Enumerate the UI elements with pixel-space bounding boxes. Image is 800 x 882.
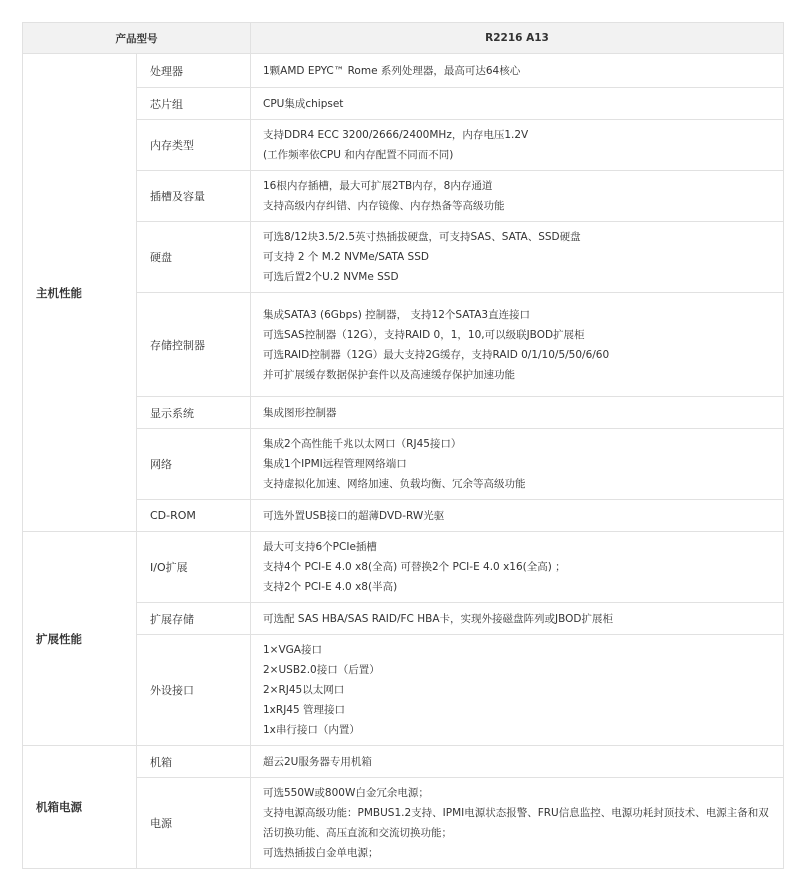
group-name: 机箱电源	[23, 746, 137, 869]
spec-label: 网络	[137, 429, 251, 500]
spec-value	[251, 778, 784, 869]
spec-row	[23, 88, 784, 120]
spec-value-line: 可选550W或800W白金冗余电源；	[263, 787, 429, 799]
spec-value-line: 支持虚拟化加速、网络加速、负载均衡、冗余等高级功能	[263, 478, 526, 490]
spec-value-line: 可选SAS控制器（12G），支持RAID 0，1，10,可以级联JBOD扩展柜	[263, 328, 585, 341]
spec-value-line: 2×USB2.0接口（后置）	[263, 664, 380, 676]
spec-label: I/O扩展	[137, 532, 251, 603]
spec-value	[251, 120, 784, 171]
spec-value	[251, 635, 784, 746]
spec-row	[23, 120, 784, 171]
spec-value-line: 集成SATA3 (6Gbps) 控制器， 支持12个SATA3直连接口	[263, 308, 531, 321]
spec-value-line: 1xRJ45 管理接口	[263, 704, 345, 716]
spec-value-line: 可选后置2个U.2 NVMe SSD	[263, 271, 399, 283]
spec-row	[23, 54, 784, 88]
spec-value-line: 支持DDR4 ECC 3200/2666/2400MHz，内存电压1.2V	[263, 129, 529, 141]
spec-label: 芯片组	[137, 88, 251, 120]
spec-label: 显示系统	[137, 397, 251, 429]
spec-label: 内存类型	[137, 120, 251, 171]
spec-row	[23, 746, 784, 778]
spec-value-line: 1×VGA接口	[263, 644, 322, 656]
spec-value-line: 支持2个 PCI-E 4.0 x8(半高)	[263, 581, 398, 593]
spec-row	[23, 222, 784, 293]
spec-label: CD-ROM	[137, 500, 251, 532]
spec-value-line: (工作频率依CPU 和内存配置不同而不同)	[263, 149, 454, 161]
spec-row	[23, 397, 784, 429]
spec-value-line: 16根内存插槽，最大可扩展2TB内存，8内存通道	[263, 180, 493, 192]
spec-value	[251, 54, 784, 88]
spec-label: 外设接口	[137, 635, 251, 746]
spec-row	[23, 500, 784, 532]
spec-table	[22, 22, 784, 869]
group-name: 扩展性能	[23, 532, 137, 746]
spec-value	[251, 171, 784, 222]
spec-label: 插槽及容量	[137, 171, 251, 222]
spec-value-line: 可选配 SAS HBA/SAS RAID/FC HBA卡，实现外接磁盘阵列或JBOD扩展柜	[263, 612, 613, 625]
spec-label: 扩展存储	[137, 603, 251, 635]
spec-value	[251, 532, 784, 603]
spec-label: 电源	[137, 778, 251, 869]
spec-value-line: 最大可支持6个PCIe插槽	[263, 541, 377, 553]
spec-row	[23, 532, 784, 603]
spec-value	[251, 88, 784, 120]
spec-label: 机箱	[137, 746, 251, 778]
table-header-row	[23, 23, 784, 54]
spec-value-line: 集成1个IPMI远程管理网络端口	[263, 458, 407, 470]
spec-value	[251, 500, 784, 532]
spec-label: 存储控制器	[137, 293, 251, 397]
spec-value-line: 1颗AMD EPYC™ Rome 系列处理器，最高可达64核心	[263, 64, 521, 77]
spec-value	[251, 603, 784, 635]
spec-value-line: 可选热插拔白金单电源；	[263, 847, 379, 859]
spec-value-line: 集成2个高性能千兆以太网口（RJ45接口）	[263, 438, 462, 450]
spec-value-line: 集成图形控制器	[263, 406, 337, 419]
spec-row	[23, 293, 784, 397]
spec-label: 处理器	[137, 54, 251, 88]
spec-row	[23, 778, 784, 869]
spec-table-body	[23, 54, 784, 869]
product-model-value: R2216 A13	[251, 23, 784, 54]
group-name: 主机性能	[23, 54, 137, 532]
spec-value-line: 支持电源高级功能：PMBUS1.2支持、IPMI电源状态报警、FRU信息监控、电源功耗封顶技术、电源主备和双活切换功能、高压直流和交流切换功能；	[263, 807, 769, 839]
spec-row	[23, 603, 784, 635]
spec-value-line: 可选外置USB接口的超薄DVD-RW光驱	[263, 509, 445, 522]
spec-value-line: 超云2U服务器专用机箱	[263, 755, 372, 768]
spec-value-line: 可支持 2 个 M.2 NVMe/SATA SSD	[263, 251, 429, 263]
spec-value	[251, 429, 784, 500]
spec-value-line: 2×RJ45以太网口	[263, 684, 345, 696]
spec-value-line: CPU集成chipset	[263, 97, 344, 110]
spec-value	[251, 397, 784, 429]
spec-row	[23, 635, 784, 746]
spec-value	[251, 222, 784, 293]
spec-row	[23, 429, 784, 500]
spec-value-line: 支持4个 PCI-E 4.0 x8(全高) 可替换2个 PCI-E 4.0 x16(全高) ；	[263, 561, 566, 573]
spec-row	[23, 171, 784, 222]
spec-value	[251, 293, 784, 397]
spec-value-line: 支持高级内存纠错、内存镜像、内存热备等高级功能	[263, 200, 505, 212]
spec-table-container	[22, 22, 783, 869]
spec-value-line: 并可扩展缓存数据保护套件以及高速缓存保护加速功能	[263, 368, 515, 381]
spec-value-line: 可选8/12块3.5/2.5英寸热插拔硬盘，可支持SAS、SATA、SSD硬盘	[263, 231, 581, 243]
spec-label: 硬盘	[137, 222, 251, 293]
spec-value-line: 可选RAID控制器（12G）最大支持2G缓存，支持RAID 0/1/10/5/50/6/60	[263, 348, 610, 361]
spec-value-line: 1x串行接口（内置）	[263, 724, 360, 736]
product-model-label: 产品型号	[23, 23, 251, 54]
spec-value	[251, 746, 784, 778]
